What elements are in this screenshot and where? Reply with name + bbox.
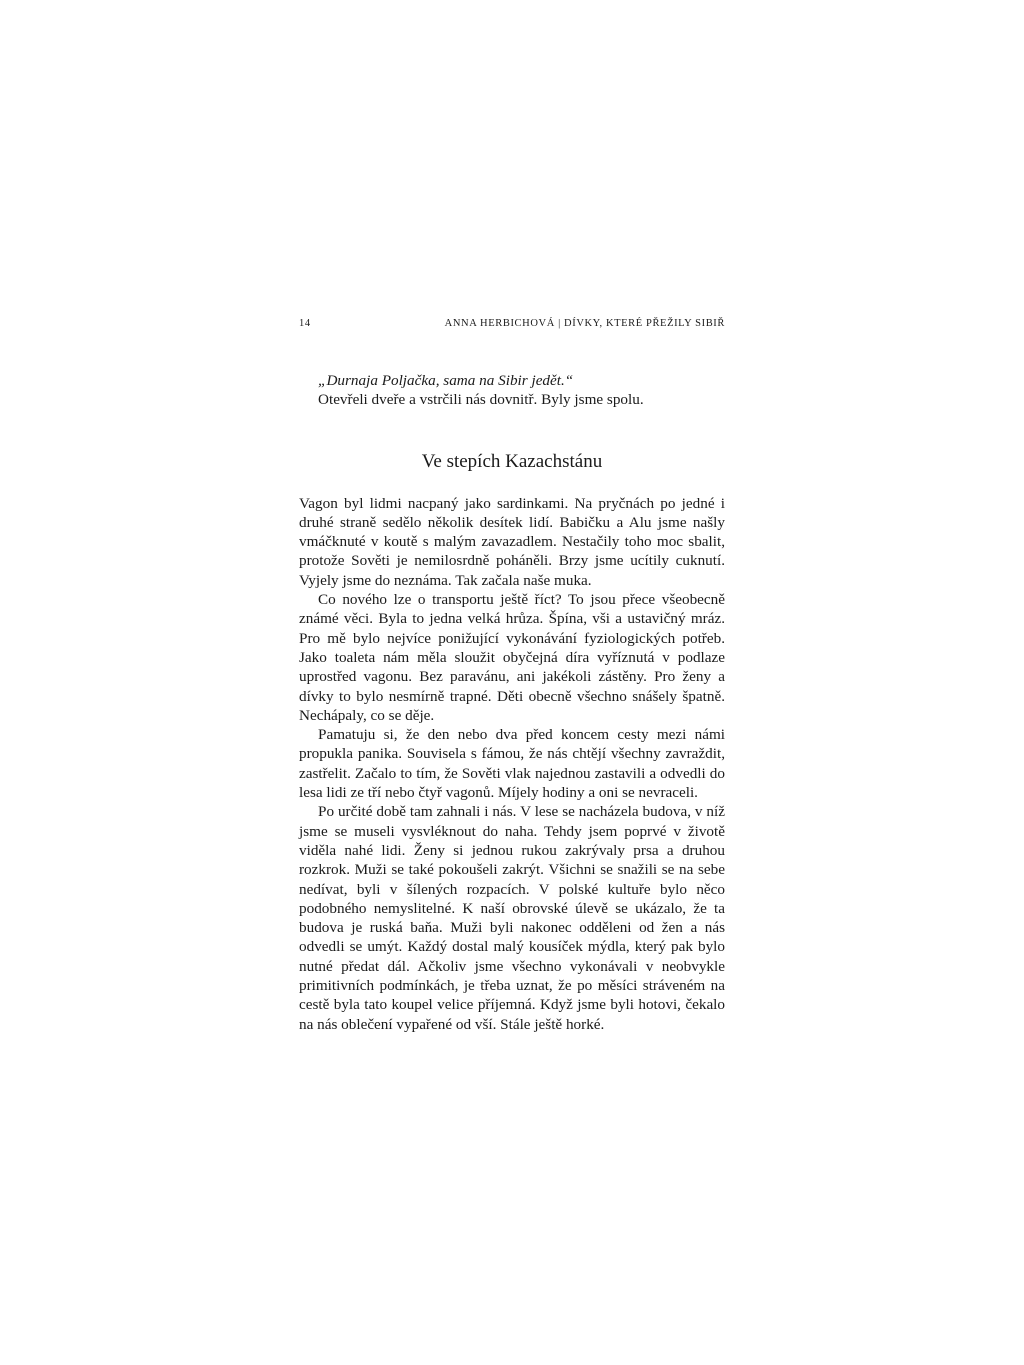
paragraph: Co nového lze o transportu ještě říct? To jsou přece všeobecně známé věci. Byla to jedna velká hrůza. Špína, vši a ustavičný mráz. Pro mě bylo nejvíce ponižující vykonávání fyziologických potřeb. Jako toaleta nám měla sloužit obyčejná díra vyříznutá v podlaze uprostřed vagonu. Bez paravánu, ani jakékoli zástěny. Pro ženy a dívky to bylo nesmírně trapné. Děti obecně všechno snášely špatně. Nechápaly, co se děje. <box>299 591 725 724</box>
quote-block <box>299 371 725 410</box>
running-head <box>299 318 725 336</box>
quote-line: „Durnaja Poljačka, sama na Sibir jedět.“ <box>318 372 574 389</box>
running-title: ANNA HERBICHOVÁ | DÍVKY, KTERÉ PŘEŽILY SIBIŘ <box>444 318 725 329</box>
quote-follow-line: Otevřeli dveře a vstrčili nás dovnitř. Byly jsme spolu. <box>318 391 644 409</box>
section-title: Ve stepích Kazachstánu <box>421 450 603 472</box>
paragraph: Vagon byl lidmi nacpaný jako sardinkami. Na pryčnách po jedné i druhé straně sedělo několik desítek lidí. Babičku a Alu jsme našly vmáčknuté v koutě s malým zavazadlem. Nestačily toho moc sbalit, protože Sověti je nemilosrdně poháněli. Brzy jsme ucítily cuknutí. Vyjely jsme do neznáma. Tak začala naše muka. <box>299 494 725 589</box>
page-content <box>299 371 725 1034</box>
paragraph: Pamatuju si, že den nebo dva před koncem cesty mezi námi propukla panika. Souvisela s fámou, že nás chtějí všechny zavraždit, zastřelit. Začalo to tím, že Sověti vlak najednou zastavili a odvedli do lesa lidi ze tří nebo čtyř vagonů. Míjely hodiny a oni se nevraceli. <box>299 726 725 802</box>
paragraph: Po určité době tam zahnali i nás. V lese se nacházela budova, v níž jsme se museli vysvléknout do naha. Tehdy jsem poprvé v životě viděla nahé lidi. Ženy si jednou rukou zakrývaly prsa a druhou rozkrok. Muži se také pokoušeli zakrýt. Všichni se snažili se na sebe nedívat, byli v šílených rozpacích. V polské kultuře bylo něco podobného nemyslitelné. K naší obrovské úlevě se ukázalo, že ta budova je ruská baňa. Muži byli nakonec odděleni od žen a nás odvedli se umýt. Každý dostal malý kousíček mýdla, který pak bylo nutné předat dál. Ačkoliv jsme všechno vykonávali v neobvykle primitivních podmínkách, je třeba uznat, že po měsíci stráveném na cestě byla tato koupel velice příjemná. Když jsme byli hotovi, čekalo na nás oblečení vypařené od vší. Stále ještě horké. <box>299 803 725 1033</box>
page-number: 14 <box>299 318 311 329</box>
